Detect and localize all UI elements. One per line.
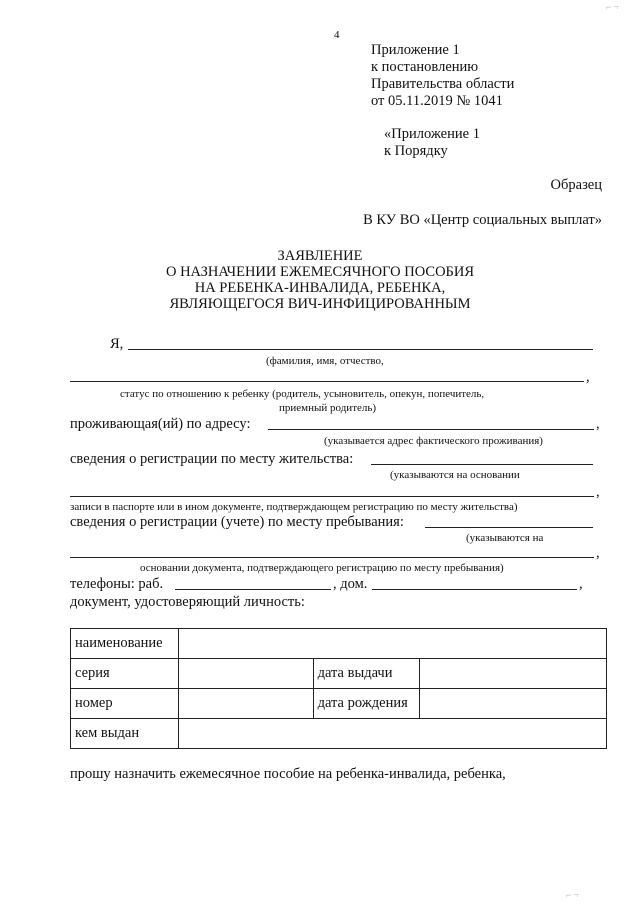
page-number: 4 xyxy=(334,29,340,41)
residing-address-field[interactable] xyxy=(268,429,594,430)
id-document-table xyxy=(70,628,607,749)
fio-field[interactable] xyxy=(128,349,593,350)
comma: , xyxy=(596,484,600,500)
issue-date-field[interactable] xyxy=(420,659,607,689)
reg-residence-label: сведения о регистрации по месту жительства: xyxy=(70,451,354,467)
reg-stay-hint: (указываются на xyxy=(466,532,544,544)
reg-stay-hint-2: основании документа, подтверждающего регистрацию по месту пребывания) xyxy=(140,562,504,574)
reg-residence-field[interactable] xyxy=(371,464,593,465)
title-line-2: О НАЗНАЧЕНИИ ЕЖЕМЕСЯЧНОГО ПОСОБИЯ xyxy=(165,264,475,280)
series-field[interactable] xyxy=(178,659,313,689)
phones-label: телефоны: раб. xyxy=(70,576,164,592)
reg-residence-hint: (указываются на основании xyxy=(390,469,520,481)
status-hint: статус по отношению к ребенку (родитель, усыновитель, опекун, попечитель, xyxy=(120,388,485,400)
i-label: Я, xyxy=(110,336,124,352)
id-doc-label: документ, удостоверяющий личность: xyxy=(70,594,305,610)
table-row xyxy=(71,689,607,719)
sample-label: Образец xyxy=(550,177,602,193)
annex-line-4: от 05.11.2019 № 1041 xyxy=(371,93,503,109)
issued-by-field[interactable] xyxy=(178,719,606,749)
comma: , xyxy=(596,416,600,432)
title-line-4: ЯВЛЯЮЩЕГОСЯ ВИЧ-ИНФИЦИРОВАННЫМ xyxy=(169,296,471,312)
number-label: номер xyxy=(71,689,179,719)
issued-by-label: кем выдан xyxy=(71,719,179,749)
number-field[interactable] xyxy=(178,689,313,719)
reg-residence-hint-2: записи в паспорте или в ином документе, подтверждающем регистрацию по месту жительства) xyxy=(70,501,518,513)
work-phone-field[interactable] xyxy=(175,589,331,590)
reg-residence-field-2[interactable] xyxy=(70,496,594,497)
document-title xyxy=(0,248,640,312)
fio-hint: (фамилия, имя, отчество, xyxy=(266,355,384,367)
issue-date-label: дата выдачи xyxy=(313,659,420,689)
comma: , xyxy=(586,369,590,385)
annex-block xyxy=(371,42,514,110)
birth-date-field[interactable] xyxy=(420,689,607,719)
table-row xyxy=(71,719,607,749)
reg-stay-label: сведения о регистрации (учете) по месту пребывания: xyxy=(70,514,404,530)
comma: , xyxy=(579,576,583,592)
annex-line-2: к постановлению xyxy=(371,59,479,75)
request-text: прошу назначить ежемесячное пособие на ребенка-инвалида, ребенка, xyxy=(70,766,506,782)
annex-line-3: Правительства области xyxy=(371,76,515,92)
annex2-line-1: «Приложение 1 xyxy=(384,126,480,142)
status-hint-2: приемный родитель) xyxy=(279,402,377,414)
title-line-1: ЗАЯВЛЕНИЕ xyxy=(277,248,363,264)
annex2-block xyxy=(384,126,480,160)
reg-stay-field[interactable] xyxy=(425,527,593,528)
residing-hint: (указывается адрес фактического проживания) xyxy=(324,435,543,447)
annex2-line-2: к Порядку xyxy=(384,143,448,159)
scan-mark-top: ⌐ ¬ xyxy=(606,2,619,12)
comma: , xyxy=(596,545,600,561)
name-field[interactable] xyxy=(178,629,606,659)
table-row xyxy=(71,629,607,659)
name-label: наименование xyxy=(71,629,179,659)
table-row xyxy=(71,659,607,689)
scan-mark-bottom: ⌐ ¬ xyxy=(566,890,579,900)
home-phone-label: , дом. xyxy=(333,576,368,592)
title-line-3: НА РЕБЕНКА-ИНВАЛИДА, РЕБЕНКА, xyxy=(194,280,446,296)
series-label: серия xyxy=(71,659,179,689)
home-phone-field[interactable] xyxy=(372,589,577,590)
residing-label: проживающая(ий) по адресу: xyxy=(70,416,251,432)
birth-date-label: дата рождения xyxy=(313,689,420,719)
status-field[interactable] xyxy=(70,381,584,382)
annex-line-1: Приложение 1 xyxy=(371,42,460,58)
reg-stay-field-2[interactable] xyxy=(70,557,594,558)
addressee: В КУ ВО «Центр социальных выплат» xyxy=(363,212,602,228)
